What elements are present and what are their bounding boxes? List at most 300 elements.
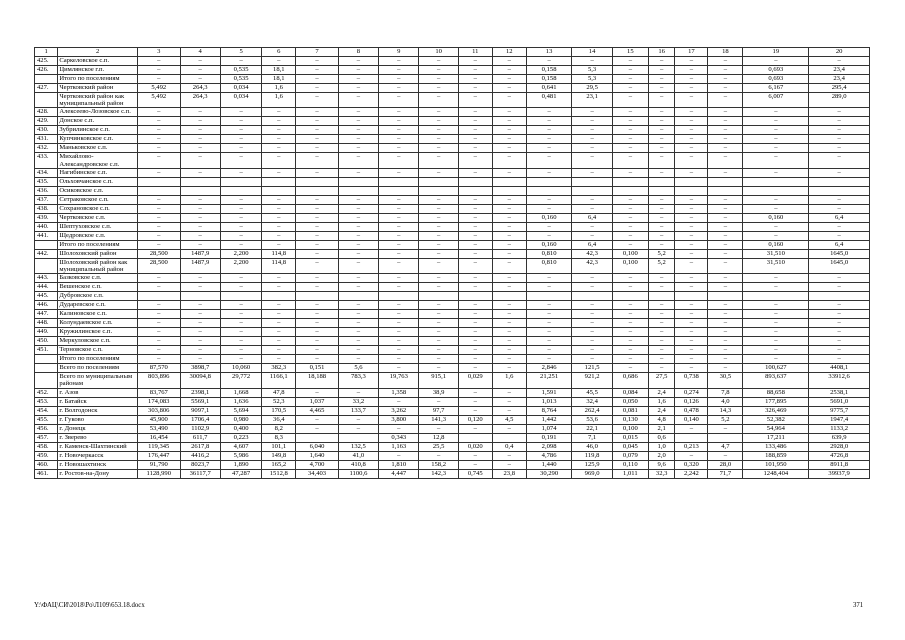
value-cell: 29,5 [572,84,612,93]
row-number-cell [35,75,58,84]
value-cell: – [138,144,180,153]
value-cell: – [675,337,708,346]
value-cell: – [379,84,419,93]
value-cell: 119,8 [572,451,612,460]
value-cell: 1,890 [220,460,261,469]
value-cell: 176,447 [138,451,180,460]
value-cell: – [458,153,492,168]
value-cell: – [675,153,708,168]
value-cell: – [572,153,612,168]
value-cell: 7,1 [572,433,612,442]
table-row [35,186,870,195]
value-cell: – [648,274,675,283]
value-cell: – [708,144,743,153]
table-row [35,373,870,388]
value-cell: 0,693 [743,66,809,75]
value-cell: – [296,195,338,204]
value-cell: – [648,222,675,231]
value-cell: – [809,168,870,177]
value-cell: 3,800 [379,415,419,424]
name-cell: Алексеево-Лозовское с.п. [58,108,138,117]
value-cell: – [262,355,296,364]
value-cell: 5,2 [648,249,675,258]
value-cell: – [526,168,572,177]
value-cell: – [338,328,378,337]
value-cell: 14 [572,48,612,57]
value-cell: – [809,274,870,283]
value-cell: 174,083 [138,397,180,406]
value-cell: – [180,222,220,231]
value-cell: – [138,301,180,310]
value-cell: – [708,424,743,433]
value-cell: 4,0 [708,397,743,406]
value-cell: – [296,93,338,108]
value-cell: – [458,66,492,75]
value-cell: 33,2 [338,397,378,406]
value-cell: – [612,222,648,231]
value-cell: 0,158 [526,75,572,84]
value-cell: – [138,75,180,84]
value-cell [296,186,338,195]
value-cell: – [648,84,675,93]
value-cell: – [492,213,526,222]
value-cell: – [220,135,261,144]
value-cell: – [648,93,675,108]
value-cell [809,186,870,195]
value-cell: 4726,8 [809,451,870,460]
value-cell: 1,011 [612,469,648,478]
table-row [35,204,870,213]
value-cell: 0,045 [612,442,648,451]
name-cell: Чертковский район [58,84,138,93]
data-table [34,47,870,479]
value-cell [809,292,870,301]
name-cell: Всего по поселениям [58,364,138,373]
value-cell: – [675,117,708,126]
value-cell: – [296,75,338,84]
value-cell: – [743,204,809,213]
value-cell: – [180,126,220,135]
value-cell: – [675,126,708,135]
value-cell: – [296,283,338,292]
row-number-cell [35,258,58,273]
value-cell: 18,188 [296,373,338,388]
value-cell: – [138,66,180,75]
value-cell: – [743,328,809,337]
value-cell: – [296,346,338,355]
name-cell: Шептуховское с.п. [58,222,138,231]
value-cell: – [612,108,648,117]
value-cell: – [379,108,419,117]
value-cell: – [743,108,809,117]
value-cell: – [262,57,296,66]
value-cell: – [379,319,419,328]
value-cell: 9097,1 [180,406,220,415]
value-cell: – [648,75,675,84]
value-cell: – [675,75,708,84]
value-cell: – [743,310,809,319]
value-cell: 11 [458,48,492,57]
value-cell: 0,050 [612,397,648,406]
value-cell: – [675,328,708,337]
value-cell: – [492,135,526,144]
value-cell: 45,900 [138,415,180,424]
value-cell: 2,200 [220,249,261,258]
value-cell [743,292,809,301]
table-row [35,469,870,478]
name-cell: Сохрановское с.п. [58,204,138,213]
value-cell: 7 [296,48,338,57]
value-cell: – [492,274,526,283]
value-cell: – [675,258,708,273]
value-cell: 4,8 [648,415,675,424]
value-cell: – [338,84,378,93]
value-cell: 34,403 [296,469,338,478]
value-cell [458,433,492,442]
value-cell: – [612,310,648,319]
value-cell: – [379,364,419,373]
value-cell: – [612,117,648,126]
value-cell: – [675,222,708,231]
row-number-cell [35,364,58,373]
value-cell: – [809,231,870,240]
name-cell: Калиновское с.п. [58,310,138,319]
table-row [35,117,870,126]
value-cell: – [419,93,458,108]
value-cell: – [708,451,743,460]
value-cell: – [743,57,809,66]
value-cell: – [379,283,419,292]
value-cell: 71,7 [708,469,743,478]
value-cell: – [458,93,492,108]
value-cell: – [572,204,612,213]
value-cell: – [262,153,296,168]
value-cell: – [675,66,708,75]
value-cell [262,177,296,186]
value-cell: – [296,337,338,346]
value-cell: 1512,8 [262,469,296,478]
value-cell: 1,668 [220,388,261,397]
value-cell: 1,810 [379,460,419,469]
value-cell: – [572,231,612,240]
value-cell: 12 [492,48,526,57]
value-cell: – [675,93,708,108]
value-cell: 8 [338,48,378,57]
value-cell: – [262,117,296,126]
value-cell: – [572,168,612,177]
value-cell [708,292,743,301]
value-cell: 1,636 [220,397,261,406]
value-cell: 0,738 [675,373,708,388]
value-cell: – [492,388,526,397]
value-cell: – [572,195,612,204]
value-cell [379,177,419,186]
table-row [35,433,870,442]
value-cell: 1248,404 [743,469,809,478]
value-cell: 1100,6 [338,469,378,478]
name-cell: Шолоховский район как муниципальный район [58,258,138,273]
row-number-cell: 454. [35,406,58,415]
name-cell: Терновское с.п. [58,346,138,355]
name-cell: г. Азов [58,388,138,397]
value-cell: – [338,240,378,249]
value-cell: – [296,135,338,144]
value-cell: 158,2 [419,460,458,469]
value-cell: 119,345 [138,442,180,451]
value-cell: – [648,337,675,346]
value-cell: 27,5 [648,373,675,388]
table-row [35,213,870,222]
value-cell [138,292,180,301]
name-cell: г. Гуково [58,415,138,424]
value-cell: – [419,135,458,144]
value-cell: – [708,249,743,258]
value-cell: – [708,301,743,310]
value-cell: 33912,6 [809,373,870,388]
value-cell: – [809,57,870,66]
row-number-cell: 447. [35,310,58,319]
name-cell: Кружилинское с.п. [58,328,138,337]
value-cell: 133,486 [743,442,809,451]
value-cell: – [180,346,220,355]
value-cell: – [220,328,261,337]
value-cell: 25,5 [419,442,458,451]
value-cell: – [526,204,572,213]
row-number-cell: 427. [35,84,58,93]
value-cell: 12,8 [419,433,458,442]
value-cell: 0,100 [612,258,648,273]
value-cell: – [809,310,870,319]
value-cell: – [379,66,419,75]
value-cell: – [419,153,458,168]
value-cell: – [138,337,180,346]
value-cell: 0,400 [220,424,261,433]
value-cell: – [572,57,612,66]
value-cell: 921,2 [572,373,612,388]
value-cell [296,177,338,186]
value-cell: – [338,424,378,433]
value-cell: – [338,75,378,84]
value-cell: – [419,126,458,135]
value-cell: – [379,75,419,84]
value-cell: – [458,144,492,153]
value-cell: – [648,117,675,126]
value-cell: – [648,319,675,328]
value-cell: – [296,66,338,75]
value-cell: – [458,460,492,469]
value-cell: 10,060 [220,364,261,373]
value-cell: – [492,153,526,168]
value-cell: – [708,213,743,222]
name-cell: Сетраковское с.п. [58,195,138,204]
table-row [35,222,870,231]
value-cell: 9,6 [648,460,675,469]
value-cell: – [572,319,612,328]
value-cell: – [138,274,180,283]
value-cell: – [262,274,296,283]
value-cell: – [458,84,492,93]
value-cell: – [492,328,526,337]
value-cell: 38,9 [419,388,458,397]
value-cell: – [379,231,419,240]
value-cell: – [262,135,296,144]
value-cell: 915,1 [419,373,458,388]
value-cell: 1,0 [648,442,675,451]
value-cell [338,292,378,301]
value-cell: – [296,57,338,66]
value-cell: 30,5 [708,373,743,388]
value-cell [526,186,572,195]
value-cell: – [419,168,458,177]
value-cell: – [338,195,378,204]
name-cell: Итого по поселениям [58,355,138,364]
value-cell: – [708,117,743,126]
row-number-cell: 459. [35,451,58,460]
value-cell: – [526,108,572,117]
value-cell: – [572,301,612,310]
value-cell: – [262,337,296,346]
value-cell: – [708,195,743,204]
value-cell: – [262,126,296,135]
value-cell: – [708,258,743,273]
value-cell: – [648,144,675,153]
value-cell: – [708,126,743,135]
value-cell: – [572,117,612,126]
value-cell: – [338,337,378,346]
value-cell: 0,6 [648,433,675,442]
value-cell: 2,4 [648,406,675,415]
value-cell: – [262,213,296,222]
value-cell [708,177,743,186]
value-cell [338,186,378,195]
value-cell: – [708,57,743,66]
value-cell: 87,570 [138,364,180,373]
value-cell: – [743,168,809,177]
name-cell: Щедровское с.п. [58,231,138,240]
value-cell: 1,358 [379,388,419,397]
table-row [35,424,870,433]
value-cell: – [675,240,708,249]
value-cell [220,177,261,186]
value-cell: – [526,319,572,328]
row-number-cell: 449. [35,328,58,337]
name-cell: г. Новочеркасск [58,451,138,460]
name-cell: Цимлянское г.п. [58,66,138,75]
value-cell: – [180,274,220,283]
value-cell: 1645,0 [809,258,870,273]
value-cell: 264,3 [180,93,220,108]
value-cell: – [220,319,261,328]
value-cell: 0,034 [220,93,261,108]
value-cell: – [262,346,296,355]
value-cell: 21,251 [526,373,572,388]
value-cell: – [492,66,526,75]
value-cell: 30094,8 [180,373,220,388]
value-cell: – [379,126,419,135]
value-cell: 611,7 [180,433,220,442]
value-cell: – [675,144,708,153]
value-cell: 5569,1 [180,397,220,406]
value-cell: 0,4 [492,442,526,451]
value-cell: 132,5 [338,442,378,451]
row-number-cell: 456. [35,424,58,433]
table-row [35,355,870,364]
value-cell: – [612,66,648,75]
value-cell: 36117,7 [180,469,220,478]
value-cell: 1645,0 [809,249,870,258]
value-cell: – [338,108,378,117]
value-cell: 17,211 [743,433,809,442]
value-cell: – [419,240,458,249]
name-cell: Донское с.п. [58,117,138,126]
table-row [35,283,870,292]
value-cell [220,186,261,195]
value-cell: – [338,249,378,258]
value-cell: – [180,328,220,337]
value-cell: – [338,301,378,310]
value-cell: 0,100 [612,424,648,433]
value-cell: – [180,117,220,126]
name-cell: Ольховчанское с.п. [58,177,138,186]
value-cell: 8,2 [262,424,296,433]
value-cell: – [612,195,648,204]
value-cell: 18,1 [262,66,296,75]
value-cell: – [138,57,180,66]
value-cell: 0,110 [612,460,648,469]
value-cell: 170,5 [262,406,296,415]
name-cell: Вешенское с.п. [58,283,138,292]
value-cell: – [296,231,338,240]
value-cell: – [675,274,708,283]
value-cell: – [492,168,526,177]
row-number-cell: 457. [35,433,58,442]
value-cell: – [708,283,743,292]
value-cell: – [675,213,708,222]
value-cell: – [338,126,378,135]
value-cell: – [708,84,743,93]
value-cell: – [648,153,675,168]
value-cell: – [708,319,743,328]
row-number-cell: 443. [35,274,58,283]
value-cell: – [612,337,648,346]
value-cell [743,186,809,195]
value-cell: – [296,258,338,273]
value-cell: – [338,153,378,168]
value-cell: – [492,126,526,135]
value-cell: – [458,337,492,346]
value-cell: 46,0 [572,442,612,451]
value-cell: – [708,153,743,168]
value-cell: 3 [138,48,180,57]
value-cell: 639,9 [809,433,870,442]
name-cell: Дубровское с.п. [58,292,138,301]
value-cell: 0,151 [296,364,338,373]
value-cell: – [419,397,458,406]
value-cell: – [675,168,708,177]
value-cell: – [708,204,743,213]
value-cell: – [180,231,220,240]
value-cell: – [458,231,492,240]
value-cell: 4408,1 [809,364,870,373]
table-row [35,108,870,117]
value-cell: – [572,108,612,117]
value-cell: – [458,355,492,364]
value-cell: – [379,346,419,355]
value-cell: – [809,144,870,153]
row-number-cell: 429. [35,117,58,126]
value-cell: – [220,126,261,135]
value-cell: – [220,204,261,213]
